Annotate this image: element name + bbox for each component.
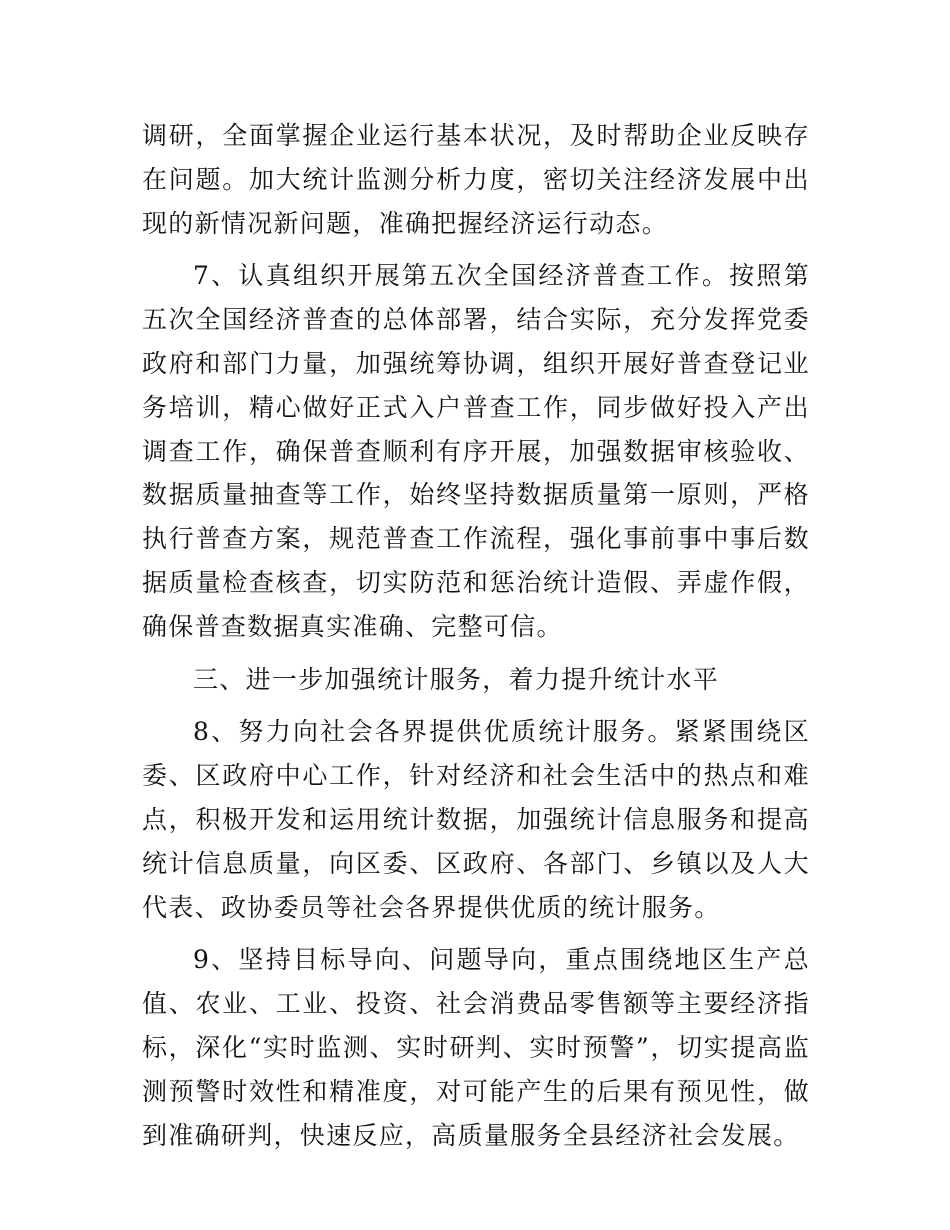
paragraph-item-9: 9、坚持目标导向、问题导向，重点围绕地区生产总值、农业、工业、投资、社会消费品零售额等主要经济指标，深化“实时监测、实时研判、实时预警”，切实提高监测预警时效性和精准度，对可能产生的后果有预见性，做到准确研判，快速反应，高质量服务全县经济社会发展。 <box>142 945 810 1150</box>
paragraph-item-8: 8、努力向社会各界提供优质统计服务。紧紧围绕区委、区政府中心工作，针对经济和社会生活中的热点和难点，积极开发和运用统计数据，加强统计信息服务和提高统计信息质量，向区委、区政府、各部门、乡镇以及人大代表、政协委员等社会各界提供优质的统计服务。 <box>142 717 810 922</box>
section-heading-3: 三、进一步加强统计服务，着力提升统计水平 <box>193 664 720 694</box>
paragraph-item-7: 7、认真组织开展第五次全国经济普查工作。按照第五次全国经济普查的总体部署，结合实际，充分发挥党委政府和部门力量，加强统筹协调，组织开展好普查登记业务培训，精心做好正式入户普查工作，同步做好投入产出调查工作，确保普查顺利有序开展，加强数据审核验收、数据质量抽查等工作，始终坚持数据质量第一原则，严格执行普查方案，规范普查工作流程，强化事前事中事后数据质量检查核查，切实防范和惩治统计造假、弄虚作假，确保普查数据真实准确、完整可信。 <box>142 261 810 641</box>
paragraph-continuation: 调研，全面掌握企业运行基本状况，及时帮助企业反映存在问题。加大统计监测分析力度，密切关注经济发展中出现的新情况新问题，准确把握经济运行动态。 <box>142 121 810 238</box>
document-body <box>142 114 810 1166</box>
